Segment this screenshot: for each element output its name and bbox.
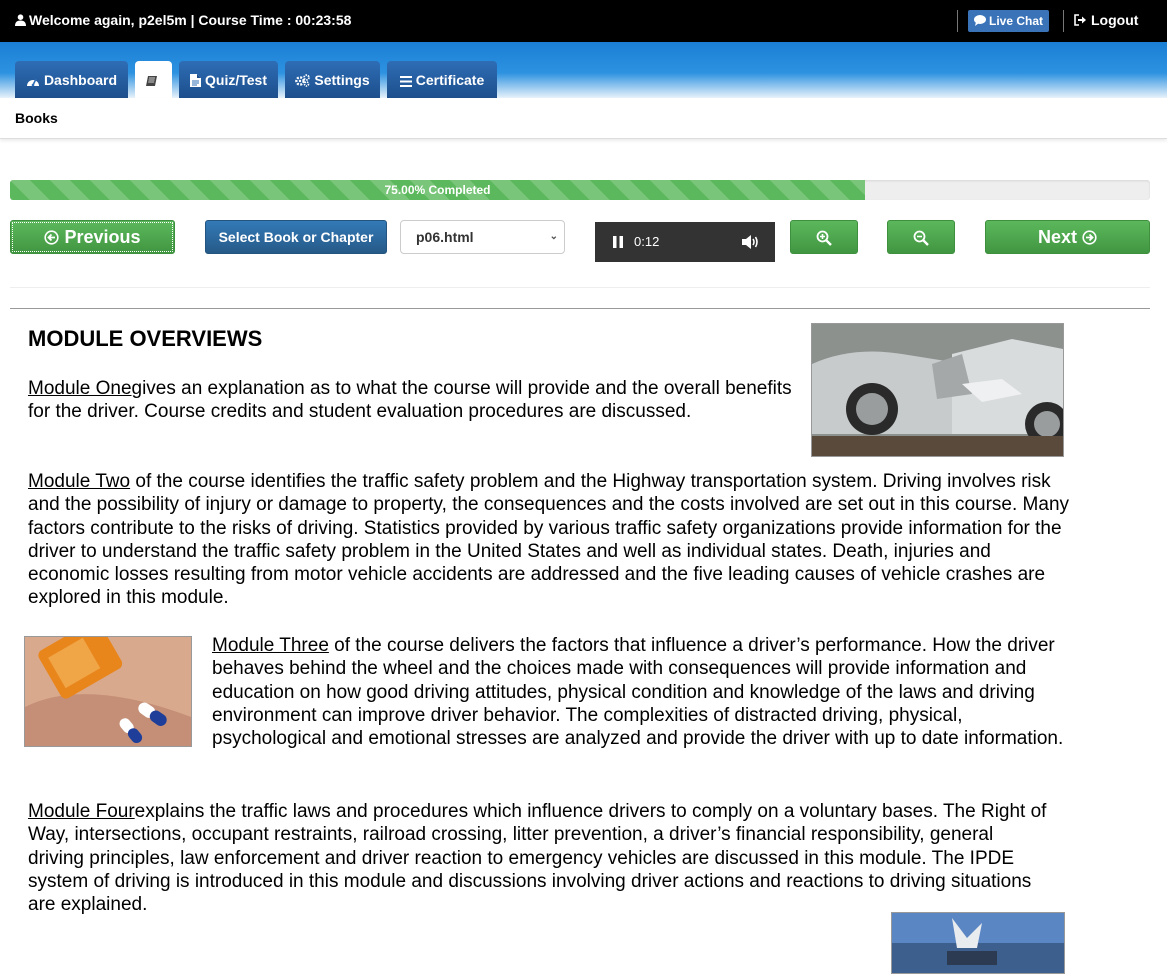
progress-bar	[10, 180, 1150, 200]
zoom-out-icon	[913, 230, 929, 246]
tab-dashboard-label: Dashboard	[43, 72, 118, 88]
page-select[interactable]	[400, 220, 565, 254]
page-title: Books	[15, 110, 58, 126]
select-book-label: Select Book or Chapter	[218, 229, 374, 245]
chat-bubble-icon	[974, 15, 986, 26]
module-two-link: Module Two	[28, 471, 131, 492]
previous-label: Previous	[64, 227, 141, 247]
tab-quiz-test-label: Quiz/Test	[205, 72, 267, 88]
gears-icon	[295, 74, 310, 87]
sign-out-icon	[1074, 14, 1087, 26]
pause-icon[interactable]	[613, 236, 623, 248]
user-icon	[15, 14, 26, 26]
breadcrumb-bar	[0, 98, 1167, 139]
tab-certificate-label: Certificate	[415, 72, 485, 88]
logout-label: Logout	[1091, 12, 1139, 28]
tab-certificate[interactable]	[387, 61, 497, 98]
pills-illustration	[25, 637, 191, 746]
book-page	[0, 309, 1167, 965]
document-icon	[190, 74, 201, 87]
audio-time: 0:12	[634, 234, 660, 249]
progress-fill	[10, 180, 865, 200]
logout-link[interactable]	[1074, 12, 1138, 28]
previous-button[interactable]	[10, 220, 175, 254]
list-icon	[400, 76, 412, 87]
tab-dashboard[interactable]	[15, 61, 128, 98]
welcome-message	[15, 12, 351, 28]
divider	[957, 10, 958, 32]
module-four-paragraph	[28, 800, 1048, 916]
progress-label: 75.00% Completed	[384, 183, 491, 197]
top-bar	[0, 0, 1167, 42]
road-scene-illustration	[892, 913, 1064, 973]
tab-settings[interactable]	[285, 61, 380, 98]
next-button[interactable]	[985, 220, 1150, 254]
module-one-link: Module One	[28, 378, 132, 399]
module-one-text: gives an explanation as to what the course will provide and the overall benefits for the driver. Course credits and student evaluation procedures are discussed.	[28, 378, 792, 423]
module-three-text: of the course delivers the factors that influence a driver’s performance. How the driver behaves behind the wheel and the choices made with consequences will provide information and education on how good driving attitudes, physical condition and knowledge of the laws and driving environment can improve driver behavior. The complexities of distracted driving, physical, psychological and emotional stresses are analyzed and provide the driver with up to date information.	[212, 635, 1064, 750]
tab-quiz-test[interactable]	[179, 61, 278, 98]
book-icon	[145, 75, 158, 87]
tab-books[interactable]	[135, 61, 172, 98]
audio-player	[595, 222, 775, 262]
module-overviews-heading: MODULE OVERVIEWS	[28, 326, 263, 351]
module-four-text: explains the traffic laws and procedures which influence drivers to comply on a voluntary bases. The Right of Way, intersections, occupant restraints, railroad crossing, litter prevention, a driver’s financial responsibility, general driving principles, law enforcement and driver reaction to emergency vehicles are discussed in this module. The IPDE system of driving is introduced in this module and discussions involving driver actions and reactions to driving situations are explained.	[28, 801, 1047, 916]
module-four-link: Module Four	[28, 801, 135, 822]
module-two-text: of the course identifies the traffic safety problem and the Highway transportation system. Driving involves risk and the possibility of injury or damage to property, the consequences and the costs involved are set out in this course. Many factors contribute to the risks of driving. Statistics provided by various traffic safety organizations provide information for the driver to understand the traffic safety problem in the United States and well as individual states. Death, injuries and economic losses resulting from motor vehicle accidents are addressed and the five leading causes of vehicle crashes are explored in this module.	[28, 471, 1070, 609]
arrow-circle-right-icon	[1082, 230, 1097, 245]
car-crash-image	[811, 323, 1064, 457]
dashboard-icon	[26, 75, 40, 87]
select-book-button[interactable]	[205, 220, 387, 254]
zoom-out-button[interactable]	[887, 220, 955, 254]
divider	[1063, 10, 1064, 32]
pills-image	[24, 636, 192, 747]
zoom-in-button[interactable]	[790, 220, 858, 254]
chevron-down-icon: ⌄	[549, 231, 558, 242]
welcome-text: Welcome again, p2el5m | Course Time : 00:23:58	[29, 12, 352, 28]
divider	[10, 287, 1150, 288]
module-three-paragraph	[212, 634, 1067, 750]
zoom-in-icon	[816, 230, 832, 246]
module-one-paragraph	[28, 377, 798, 424]
live-chat-label: Live Chat	[989, 14, 1044, 28]
arrow-circle-left-icon	[44, 230, 59, 245]
next-label: Next	[1037, 227, 1077, 247]
module-three-link: Module Three	[212, 635, 329, 656]
car-crash-illustration	[812, 324, 1063, 456]
live-chat-button[interactable]	[968, 10, 1049, 32]
volume-icon[interactable]	[741, 234, 759, 250]
module-two-paragraph	[28, 470, 1073, 610]
main-navigation	[0, 42, 1167, 98]
page-select-value: p06.html	[416, 229, 474, 245]
tab-settings-label: Settings	[314, 72, 370, 88]
